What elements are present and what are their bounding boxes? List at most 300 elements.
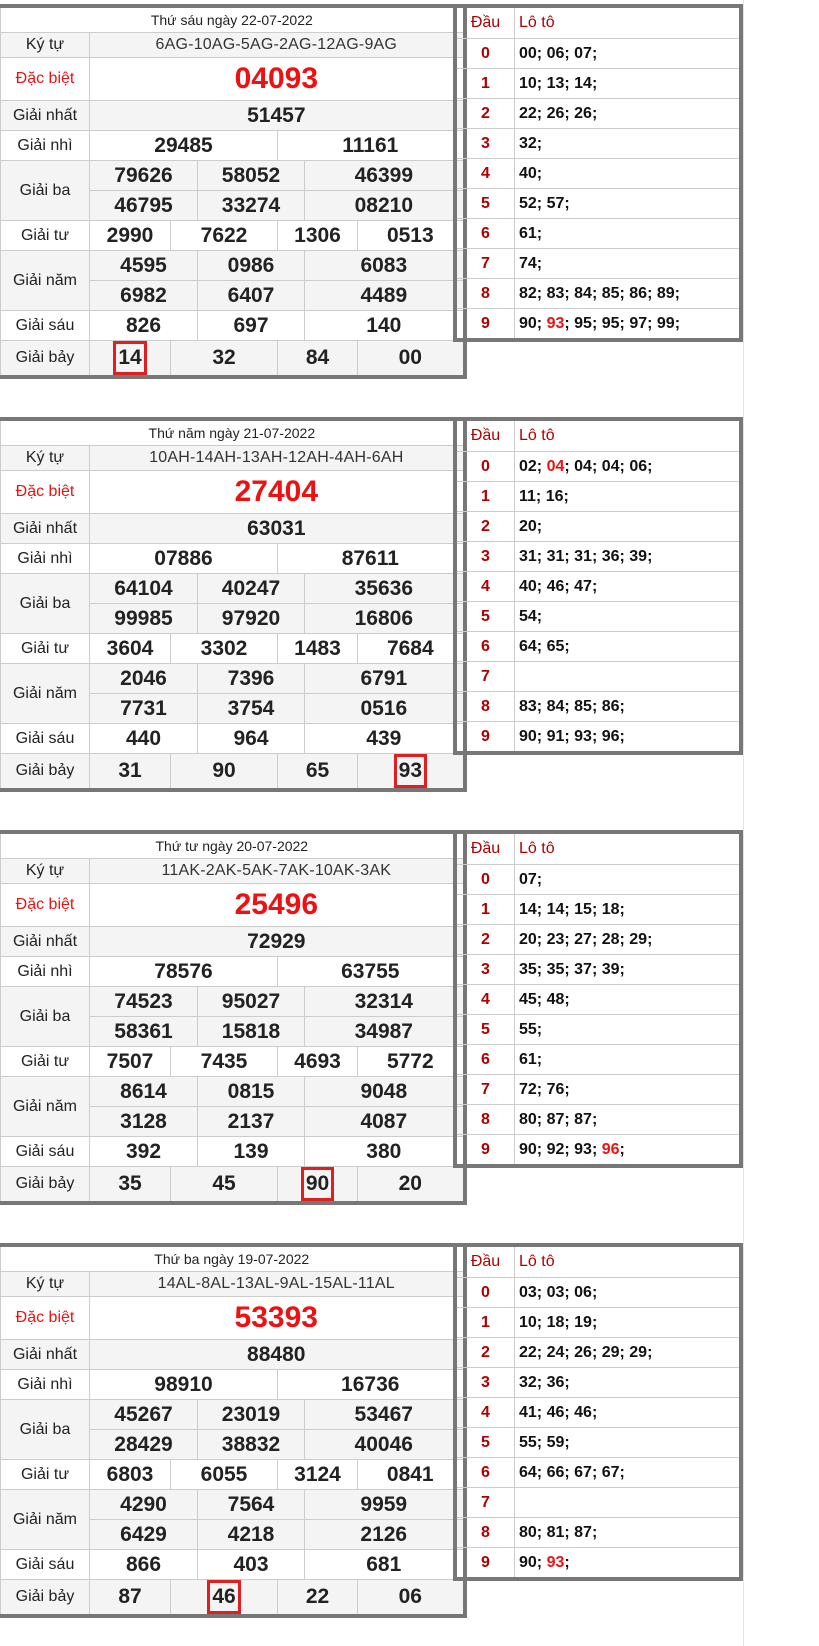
giai-bay-value [90, 341, 171, 378]
giai-tu-row [1, 1460, 465, 1490]
loto-values: 00; 06; 07; [515, 39, 742, 69]
giai-bay-value: 84 [278, 341, 358, 378]
dau-digit: 0 [455, 865, 515, 895]
dau-digit: 0 [455, 39, 515, 69]
giai-sau-row [1, 1137, 465, 1167]
ky-tu-value: 6AG-10AG-5AG-2AG-12AG-9AG [90, 33, 465, 58]
giai-bay-value: 45 [171, 1167, 278, 1204]
giai-nhat-value: 88480 [90, 1340, 465, 1370]
ky-tu-row [1, 1272, 465, 1297]
giai-ba-value: 33274 [198, 191, 305, 221]
giai-ba-value: 16806 [305, 604, 465, 634]
giai-bay-row [1, 1580, 465, 1617]
giai-sau-value: 681 [305, 1550, 465, 1580]
giai-bay-row [1, 754, 465, 791]
loto-row [455, 1278, 741, 1308]
dau-digit: 4 [455, 159, 515, 189]
dau-digit: 5 [455, 1015, 515, 1045]
loto-special-value: 93 [546, 1553, 565, 1571]
giai-tu-value: 2990 [90, 221, 171, 251]
giai-sau-value: 440 [90, 724, 198, 754]
dau-digit: 8 [455, 692, 515, 722]
loto-values: 40; [515, 159, 742, 189]
giai-nam-value: 2126 [305, 1520, 465, 1550]
giai-nam-value: 4489 [305, 281, 465, 311]
giai-sau-value: 866 [90, 1550, 198, 1580]
dau-digit: 4 [455, 572, 515, 602]
giai-nhat-row [1, 514, 465, 544]
dac-biet-value: 53393 [90, 1297, 465, 1340]
giai-tu-value: 7684 [358, 634, 465, 664]
giai-bay-value: 06 [358, 1580, 465, 1617]
loto-row [455, 925, 741, 955]
giai-tu-row [1, 1047, 465, 1077]
giai-nam-label: Giải năm [1, 664, 90, 724]
loto-row [455, 309, 741, 341]
giai-ba-value: 79626 [90, 161, 198, 191]
highlighted-number-box: 93 [394, 754, 427, 788]
ky-tu-label: Ký tự [1, 446, 90, 471]
dau-digit: 6 [455, 1045, 515, 1075]
giai-sau-value: 380 [305, 1137, 465, 1167]
dac-biet-label: Đặc biệt [1, 884, 90, 927]
loto-values: 31; 31; 31; 36; 39; [515, 542, 742, 572]
giai-nhat-label: Giải nhất [1, 1340, 90, 1370]
loto-row [455, 1338, 741, 1368]
giai-tu-value: 0513 [358, 221, 465, 251]
loto-row [455, 1308, 741, 1338]
dac-biet-row [1, 471, 465, 514]
giai-nam-value: 4218 [198, 1520, 305, 1550]
loto-values: 22; 24; 26; 29; 29; [515, 1338, 742, 1368]
loto-value: 90 [519, 1140, 537, 1158]
giai-sau-label: Giải sáu [1, 311, 90, 341]
loto-table [453, 4, 743, 342]
loto-row [455, 512, 741, 542]
loto-values: 64; 66; 67; 67; [515, 1458, 742, 1488]
giai-ba-label: Giải ba [1, 1400, 90, 1460]
loto-values: 20; [515, 512, 742, 542]
dau-digit: 5 [455, 602, 515, 632]
loto-value: 93 [574, 1140, 592, 1158]
giai-bay-label: Giải bảy [1, 754, 90, 791]
loto-row [455, 1548, 741, 1580]
giai-nam-value: 9959 [305, 1490, 465, 1520]
giai-ba-value: 53467 [305, 1400, 465, 1430]
dau-digit: 3 [455, 542, 515, 572]
loto-values: 07; [515, 865, 742, 895]
giai-nhat-label: Giải nhất [1, 514, 90, 544]
giai-nam-label: Giải năm [1, 1490, 90, 1550]
giai-nhi-value: 63755 [278, 957, 465, 987]
giai-bay-value: 35 [90, 1167, 171, 1204]
giai-tu-value: 1483 [278, 634, 358, 664]
giai-bay-value: 65 [278, 754, 358, 791]
giai-ba-value: 34987 [305, 1017, 465, 1047]
loto-row [455, 249, 741, 279]
loto-header: Lô tô [515, 832, 742, 865]
giai-ba-value: 23019 [198, 1400, 305, 1430]
ky-tu-value: 11AK-2AK-5AK-7AK-10AK-3AK [90, 859, 465, 884]
dac-biet-value: 04093 [90, 58, 465, 101]
dau-digit: 2 [455, 99, 515, 129]
loto-values [515, 1488, 742, 1518]
ky-tu-row [1, 446, 465, 471]
dau-digit: 3 [455, 955, 515, 985]
giai-ba-value: 58361 [90, 1017, 198, 1047]
ky-tu-label: Ký tự [1, 1272, 90, 1297]
loto-row [455, 39, 741, 69]
dau-header: Đầu [455, 832, 515, 865]
dau-digit: 0 [455, 452, 515, 482]
giai-ba-value: 28429 [90, 1430, 198, 1460]
dau-digit: 9 [455, 1135, 515, 1167]
giai-ba-label: Giải ba [1, 987, 90, 1047]
giai-nhi-value: 16736 [278, 1370, 465, 1400]
loto-row [455, 985, 741, 1015]
dau-digit: 1 [455, 69, 515, 99]
ky-tu-row [1, 33, 465, 58]
giai-sau-row [1, 724, 465, 754]
dau-header: Đầu [455, 6, 515, 39]
loto-special-value: 96 [601, 1140, 620, 1158]
ky-tu-label: Ký tự [1, 859, 90, 884]
loto-values: 20; 23; 27; 28; 29; [515, 925, 742, 955]
giai-tu-value: 3302 [171, 634, 278, 664]
loto-row [455, 1518, 741, 1548]
giai-sau-value: 826 [90, 311, 198, 341]
loto-row [455, 1428, 741, 1458]
loto-row [455, 692, 741, 722]
loto-row [455, 1105, 741, 1135]
highlighted-number-box: 90 [301, 1167, 334, 1201]
loto-values: 90; 92; 93; 96; [515, 1135, 742, 1167]
loto-row [455, 895, 741, 925]
giai-bay-value: 32 [171, 341, 278, 378]
giai-tu-value: 7622 [171, 221, 278, 251]
loto-row [455, 219, 741, 249]
loto-row [455, 1488, 741, 1518]
giai-nhi-label: Giải nhì [1, 1370, 90, 1400]
dau-digit: 7 [455, 1075, 515, 1105]
loto-row [455, 69, 741, 99]
dau-digit: 6 [455, 219, 515, 249]
ky-tu-label: Ký tự [1, 33, 90, 58]
giai-ba-row [1, 987, 465, 1017]
dau-digit: 2 [455, 512, 515, 542]
giai-ba-value: 40247 [198, 574, 305, 604]
draw-day-section [0, 0, 819, 402]
loto-row [455, 159, 741, 189]
loto-value: 90 [519, 314, 537, 332]
draw-day-section [0, 413, 819, 815]
loto-row [455, 955, 741, 985]
giai-bay-value: 90 [171, 754, 278, 791]
giai-nam-value: 0986 [198, 251, 305, 281]
ky-tu-value: 14AL-8AL-13AL-9AL-15AL-11AL [90, 1272, 465, 1297]
draw-day-section [0, 1239, 819, 1641]
results-table [0, 1243, 467, 1618]
giai-nam-value: 6429 [90, 1520, 198, 1550]
giai-nhi-row [1, 957, 465, 987]
giai-nhat-row [1, 1340, 465, 1370]
giai-sau-value: 964 [198, 724, 305, 754]
giai-bay-value [278, 1167, 358, 1204]
dac-biet-row [1, 58, 465, 101]
loto-values: 55; 59; [515, 1428, 742, 1458]
giai-sau-label: Giải sáu [1, 1137, 90, 1167]
giai-nhat-value: 72929 [90, 927, 465, 957]
loto-values: 54; [515, 602, 742, 632]
dau-digit: 3 [455, 1368, 515, 1398]
loto-values: 02; 04; 04; 04; 06; [515, 452, 742, 482]
loto-header-row [455, 1245, 741, 1278]
loto-row [455, 99, 741, 129]
results-table [0, 830, 467, 1205]
giai-ba-value: 15818 [198, 1017, 305, 1047]
giai-nhi-value: 07886 [90, 544, 278, 574]
loto-row [455, 722, 741, 754]
giai-ba-row [1, 1400, 465, 1430]
loto-header: Lô tô [515, 6, 742, 39]
giai-bay-value: 00 [358, 341, 465, 378]
loto-row [455, 602, 741, 632]
dau-digit: 9 [455, 1548, 515, 1580]
loto-row [455, 1015, 741, 1045]
dac-biet-value: 25496 [90, 884, 465, 927]
loto-values: 82; 83; 84; 85; 86; 89; [515, 279, 742, 309]
loto-row [455, 1135, 741, 1167]
loto-values: 90; 91; 93; 96; [515, 722, 742, 754]
dau-digit: 4 [455, 985, 515, 1015]
giai-sau-label: Giải sáu [1, 724, 90, 754]
giai-ba-label: Giải ba [1, 574, 90, 634]
giai-tu-value: 1306 [278, 221, 358, 251]
loto-values: 61; [515, 219, 742, 249]
giai-nam-value: 3128 [90, 1107, 198, 1137]
loto-values: 83; 84; 85; 86; [515, 692, 742, 722]
loto-values: 61; [515, 1045, 742, 1075]
loto-values: 35; 35; 37; 39; [515, 955, 742, 985]
loto-values: 11; 16; [515, 482, 742, 512]
giai-tu-value: 5772 [358, 1047, 465, 1077]
loto-row [455, 1075, 741, 1105]
loto-row [455, 632, 741, 662]
title-row [1, 1245, 465, 1272]
dau-digit: 7 [455, 1488, 515, 1518]
giai-ba-label: Giải ba [1, 161, 90, 221]
giai-nhat-row [1, 101, 465, 131]
giai-nam-row [1, 664, 465, 694]
giai-nam-value: 7396 [198, 664, 305, 694]
dac-biet-label: Đặc biệt [1, 471, 90, 514]
loto-row [455, 1398, 741, 1428]
giai-nhat-label: Giải nhất [1, 927, 90, 957]
loto-values: 80; 87; 87; [515, 1105, 742, 1135]
dau-digit: 7 [455, 662, 515, 692]
giai-sau-value: 697 [198, 311, 305, 341]
giai-bay-value [358, 754, 465, 791]
giai-nam-value: 6791 [305, 664, 465, 694]
loto-values: 03; 03; 06; [515, 1278, 742, 1308]
loto-values: 64; 65; [515, 632, 742, 662]
giai-ba-value: 46399 [305, 161, 465, 191]
draw-date-title: Thứ sáu ngày 22-07-2022 [1, 6, 465, 33]
loto-values: 32; [515, 129, 742, 159]
giai-nam-label: Giải năm [1, 251, 90, 311]
loto-value: 97 [629, 314, 648, 332]
dau-digit: 2 [455, 925, 515, 955]
giai-nam-value: 9048 [305, 1077, 465, 1107]
dau-digit: 9 [455, 722, 515, 754]
giai-nam-value: 4595 [90, 251, 198, 281]
giai-tu-value: 6055 [171, 1460, 278, 1490]
highlighted-number-box: 46 [207, 1580, 240, 1614]
giai-sau-row [1, 311, 465, 341]
giai-nhi-row [1, 131, 465, 161]
loto-row [455, 452, 741, 482]
giai-tu-value: 0841 [358, 1460, 465, 1490]
giai-nam-value: 7564 [198, 1490, 305, 1520]
giai-sau-value: 140 [305, 311, 465, 341]
dac-biet-row [1, 1297, 465, 1340]
giai-ba-value: 08210 [305, 191, 465, 221]
giai-ba-value: 97920 [198, 604, 305, 634]
giai-nhi-row [1, 544, 465, 574]
giai-nhi-row [1, 1370, 465, 1400]
giai-sau-value: 392 [90, 1137, 198, 1167]
giai-sau-value: 403 [198, 1550, 305, 1580]
loto-values: 52; 57; [515, 189, 742, 219]
dau-digit: 2 [455, 1338, 515, 1368]
giai-nam-value: 3754 [198, 694, 305, 724]
giai-bay-label: Giải bảy [1, 1580, 90, 1617]
loto-values: 72; 76; [515, 1075, 742, 1105]
giai-bay-value: 20 [358, 1167, 465, 1204]
ky-tu-value: 10AH-14AH-13AH-12AH-4AH-6AH [90, 446, 465, 471]
loto-table [453, 417, 743, 755]
dau-digit: 3 [455, 129, 515, 159]
giai-tu-value: 7435 [171, 1047, 278, 1077]
draw-date-title: Thứ ba ngày 19-07-2022 [1, 1245, 465, 1272]
loto-values: 41; 46; 46; [515, 1398, 742, 1428]
giai-nam-row [1, 251, 465, 281]
giai-nam-value: 7731 [90, 694, 198, 724]
giai-nhi-label: Giải nhì [1, 957, 90, 987]
giai-tu-label: Giải tư [1, 221, 90, 251]
highlighted-number-box: 14 [113, 341, 146, 375]
giai-ba-value: 38832 [198, 1430, 305, 1460]
loto-value: 95 [574, 314, 592, 332]
loto-special-value: 93 [546, 314, 565, 332]
loto-row [455, 1458, 741, 1488]
draw-day-section [0, 826, 819, 1228]
giai-nhi-value: 98910 [90, 1370, 278, 1400]
loto-value: 04 [601, 457, 620, 475]
giai-ba-value: 95027 [198, 987, 305, 1017]
loto-header-row [455, 832, 741, 865]
giai-tu-value: 3604 [90, 634, 171, 664]
giai-nhat-row [1, 927, 465, 957]
loto-values: 32; 36; [515, 1368, 742, 1398]
dau-digit: 5 [455, 1428, 515, 1458]
loto-row [455, 129, 741, 159]
loto-header: Lô tô [515, 1245, 742, 1278]
giai-bay-label: Giải bảy [1, 341, 90, 378]
loto-header-row [455, 419, 741, 452]
dac-biet-label: Đặc biệt [1, 58, 90, 101]
dau-digit: 8 [455, 1518, 515, 1548]
giai-ba-value: 46795 [90, 191, 198, 221]
giai-ba-value: 45267 [90, 1400, 198, 1430]
title-row [1, 419, 465, 446]
giai-nam-value: 4290 [90, 1490, 198, 1520]
giai-bay-label: Giải bảy [1, 1167, 90, 1204]
loto-row [455, 1045, 741, 1075]
giai-tu-label: Giải tư [1, 1047, 90, 1077]
dau-digit: 7 [455, 249, 515, 279]
loto-values: 40; 46; 47; [515, 572, 742, 602]
loto-values: 10; 13; 14; [515, 69, 742, 99]
loto-table [453, 830, 743, 1168]
giai-nhi-value: 11161 [278, 131, 465, 161]
loto-value: 95 [601, 314, 620, 332]
giai-nhi-label: Giải nhì [1, 131, 90, 161]
giai-sau-label: Giải sáu [1, 1550, 90, 1580]
giai-tu-value: 3124 [278, 1460, 358, 1490]
giai-nam-label: Giải năm [1, 1077, 90, 1137]
dau-digit: 1 [455, 1308, 515, 1338]
giai-ba-value: 35636 [305, 574, 465, 604]
giai-ba-value: 99985 [90, 604, 198, 634]
giai-tu-value: 6803 [90, 1460, 171, 1490]
dau-digit: 8 [455, 279, 515, 309]
giai-nam-row [1, 1077, 465, 1107]
loto-values: 74; [515, 249, 742, 279]
loto-value: 04 [574, 457, 592, 475]
giai-nam-value: 2046 [90, 664, 198, 694]
giai-sau-value: 139 [198, 1137, 305, 1167]
loto-values: 22; 26; 26; [515, 99, 742, 129]
giai-bay-value: 31 [90, 754, 171, 791]
loto-values: 90; 93; [515, 1548, 742, 1580]
loto-special-value: 04 [546, 457, 565, 475]
giai-ba-value: 58052 [198, 161, 305, 191]
dau-digit: 6 [455, 1458, 515, 1488]
giai-bay-value: 22 [278, 1580, 358, 1617]
loto-header-row [455, 6, 741, 39]
giai-bay-row [1, 1167, 465, 1204]
loto-values: 14; 14; 15; 18; [515, 895, 742, 925]
results-table [0, 417, 467, 792]
giai-ba-value: 74523 [90, 987, 198, 1017]
loto-row [455, 662, 741, 692]
giai-bay-value: 87 [90, 1580, 171, 1617]
loto-header: Lô tô [515, 419, 742, 452]
results-table [0, 4, 467, 379]
giai-tu-value: 7507 [90, 1047, 171, 1077]
loto-value: 92 [546, 1140, 565, 1158]
giai-sau-value: 439 [305, 724, 465, 754]
loto-row [455, 865, 741, 895]
giai-tu-row [1, 221, 465, 251]
giai-nam-row [1, 1490, 465, 1520]
dau-digit: 1 [455, 482, 515, 512]
giai-nam-value: 6982 [90, 281, 198, 311]
loto-value: 99 [656, 314, 675, 332]
giai-nam-value: 4087 [305, 1107, 465, 1137]
loto-value: 90 [519, 1553, 537, 1571]
